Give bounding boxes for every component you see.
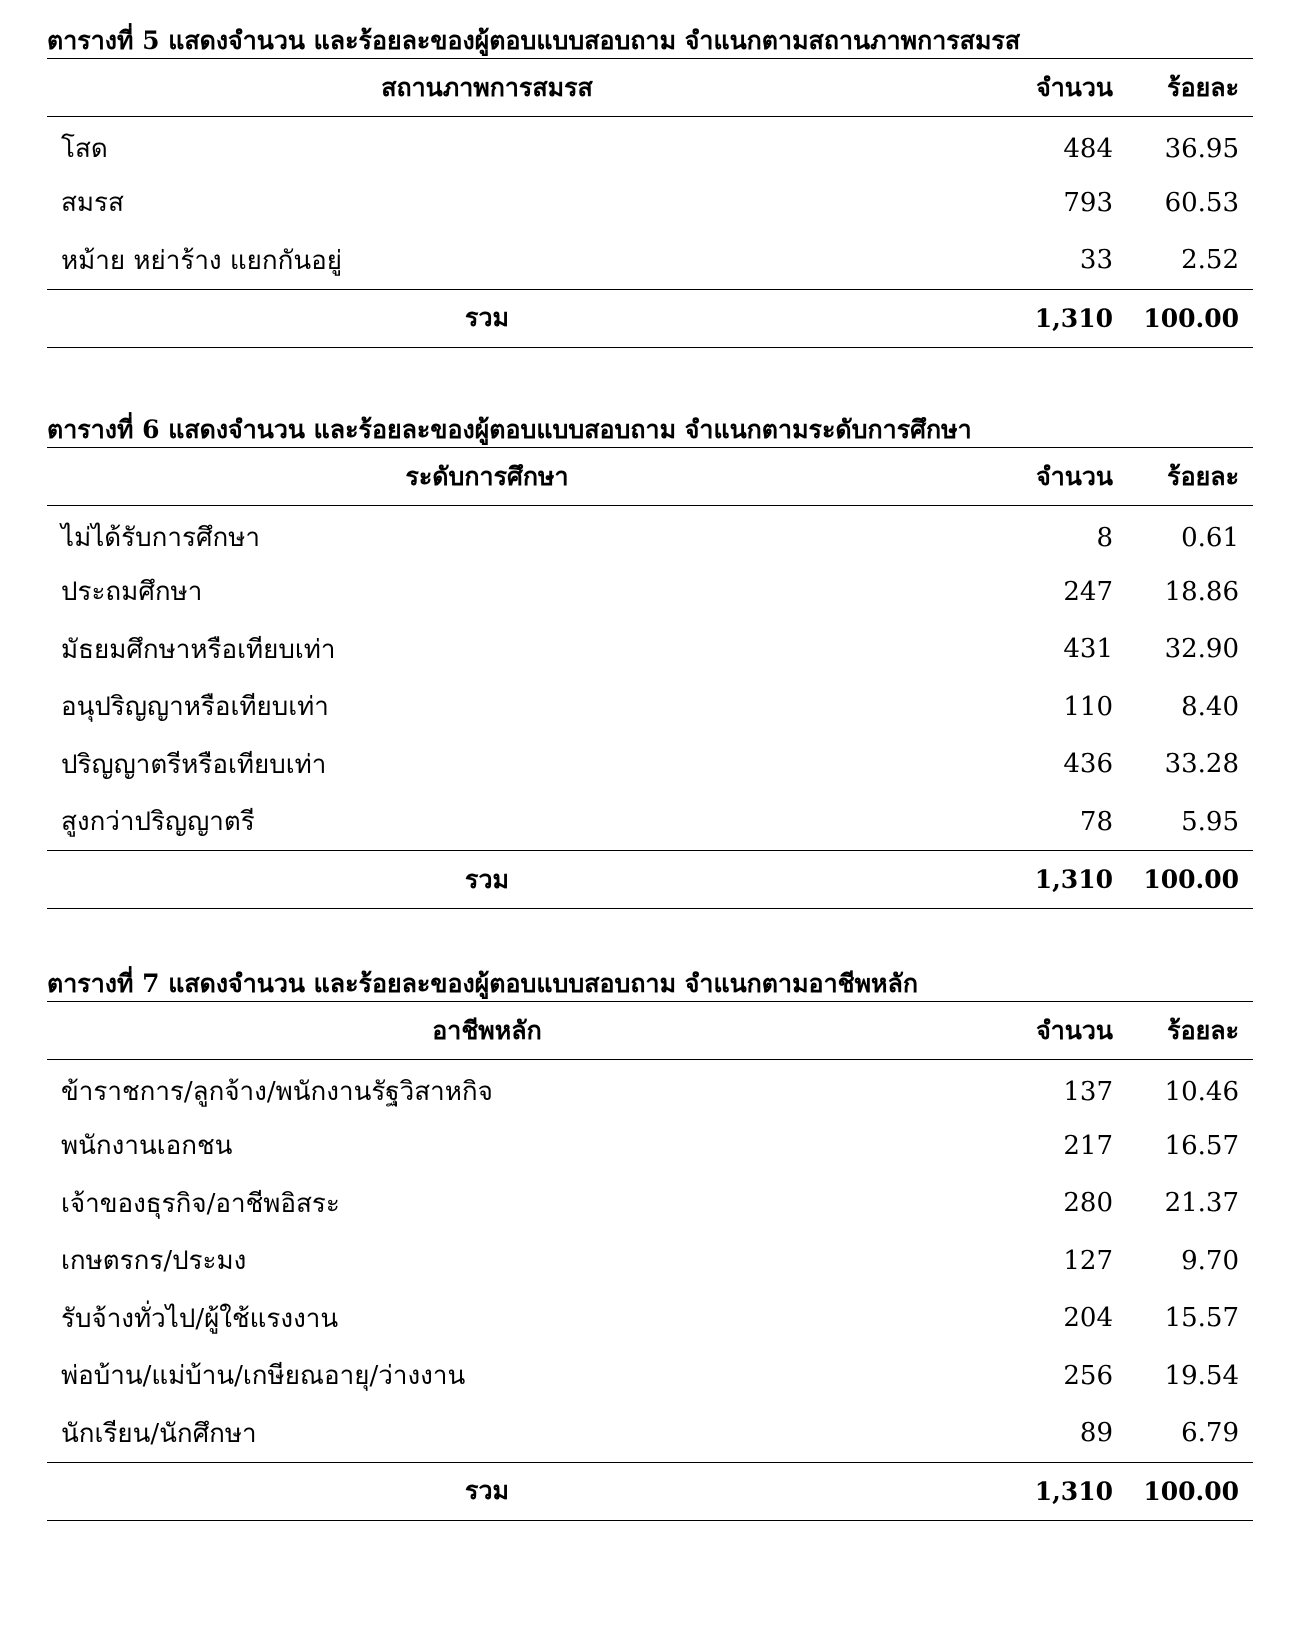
total-percent: 100.00 — [1127, 851, 1253, 909]
row-percent: 16.57 — [1164, 1130, 1239, 1161]
total-percent: 100.00 — [1127, 1462, 1253, 1520]
table-row — [47, 736, 1253, 794]
row-label: มัธยมศึกษาหรือเทียบเท่า — [61, 634, 336, 665]
table-6-section — [47, 413, 1253, 909]
table-7-section — [47, 967, 1253, 1521]
row-percent: 60.53 — [1164, 187, 1239, 218]
row-percent: 18.86 — [1164, 576, 1239, 607]
row-percent: 5.95 — [1181, 806, 1239, 837]
total-row — [47, 289, 1253, 347]
row-percent: 2.52 — [1181, 245, 1239, 275]
table-row — [47, 174, 1253, 232]
table-6 — [47, 447, 1253, 909]
row-count: 436 — [1063, 749, 1113, 780]
header-percent: ร้อยละ — [1127, 1002, 1253, 1060]
row-label: โสด — [61, 134, 108, 164]
row-count: 89 — [1079, 1418, 1113, 1448]
row-label: สูงกว่าปริญญาตรี — [61, 807, 255, 837]
row-label: นักเรียน/นักศึกษา — [61, 1418, 257, 1449]
header-count: จำนวน — [967, 1002, 1127, 1060]
row-count: 256 — [1063, 1360, 1113, 1391]
row-count: 33 — [1079, 245, 1113, 275]
row-percent: 8.40 — [1181, 691, 1239, 722]
row-percent: 36.95 — [1164, 133, 1239, 164]
table-header-row — [47, 448, 1253, 506]
table-row — [47, 1232, 1253, 1290]
table-7-caption: ตารางที่ 7 แสดงจำนวน และร้อยละของผู้ตอบแบบสอบถาม จำแนกตามอาชีพหลัก — [47, 969, 918, 998]
row-label: ไม่ได้รับการศึกษา — [61, 523, 260, 553]
row-label: ข้าราชการ/ลูกจ้าง/พนักงานรัฐวิสาหกิจ — [61, 1077, 493, 1107]
row-label: ปริญญาตรีหรือเทียบเท่า — [61, 749, 327, 780]
total-row — [47, 851, 1253, 909]
header-count: จำนวน — [967, 448, 1127, 506]
table-row — [47, 793, 1253, 851]
table-5 — [47, 58, 1253, 348]
table-row — [47, 1347, 1253, 1405]
row-percent: 0.61 — [1181, 522, 1239, 553]
header-education-level: ระดับการศึกษา — [47, 448, 967, 506]
row-percent: 10.46 — [1164, 1076, 1239, 1107]
row-percent: 32.90 — [1164, 634, 1239, 665]
header-percent: ร้อยละ — [1127, 448, 1253, 506]
table-row — [47, 1117, 1253, 1175]
row-percent: 6.79 — [1181, 1418, 1239, 1448]
total-count: 1,310 — [967, 851, 1127, 909]
total-label: รวม — [47, 1462, 967, 1520]
header-marital-status: สถานภาพการสมรส — [47, 59, 967, 117]
total-percent: 100.00 — [1127, 289, 1253, 347]
table-6-caption: ตารางที่ 6 แสดงจำนวน และร้อยละของผู้ตอบแบบสอบถาม จำแนกตามระดับการศึกษา — [47, 415, 972, 444]
row-label: พ่อบ้าน/แม่บ้าน/เกษียณอายุ/ว่างงาน — [61, 1361, 466, 1392]
row-count: 484 — [1063, 133, 1113, 164]
row-label: อนุปริญญาหรือเทียบเท่า — [61, 692, 329, 723]
row-count: 431 — [1063, 634, 1113, 665]
row-percent: 21.37 — [1164, 1188, 1239, 1219]
row-percent: 19.54 — [1164, 1360, 1239, 1391]
row-label: หม้าย หย่าร้าง แยกกันอยู่ — [61, 245, 342, 276]
row-label: เกษตรกร/ประมง — [61, 1246, 247, 1277]
total-count: 1,310 — [967, 1462, 1127, 1520]
table-5-section — [47, 24, 1253, 348]
table-7 — [47, 1001, 1253, 1521]
row-count: 280 — [1063, 1188, 1113, 1219]
table-header-row — [47, 1002, 1253, 1060]
table-row — [47, 1175, 1253, 1233]
row-count: 217 — [1063, 1130, 1113, 1161]
row-label: สมรส — [61, 188, 124, 219]
table-row — [47, 678, 1253, 736]
row-label: ประถมศึกษา — [61, 577, 203, 608]
row-percent: 15.57 — [1164, 1303, 1239, 1334]
header-main-occupation: อาชีพหลัก — [47, 1002, 967, 1060]
table-row — [47, 1405, 1253, 1463]
total-label: รวม — [47, 851, 967, 909]
row-label: เจ้าของธุรกิจ/อาชีพอิสระ — [61, 1188, 340, 1219]
row-count: 8 — [1096, 522, 1113, 553]
table-row — [47, 1060, 1253, 1118]
row-percent: 33.28 — [1164, 749, 1239, 780]
row-label: รับจ้างทั่วไป/ผู้ใช้แรงงาน — [61, 1303, 339, 1334]
row-label: พนักงานเอกชน — [61, 1131, 233, 1162]
row-count: 204 — [1063, 1303, 1113, 1334]
total-label: รวม — [47, 289, 967, 347]
header-percent: ร้อยละ — [1127, 59, 1253, 117]
table-row — [47, 1290, 1253, 1348]
table-row — [47, 506, 1253, 564]
row-percent: 9.70 — [1181, 1245, 1239, 1276]
table-header-row — [47, 59, 1253, 117]
row-count: 127 — [1063, 1245, 1113, 1276]
total-row — [47, 1462, 1253, 1520]
row-count: 78 — [1079, 806, 1113, 837]
table-row — [47, 117, 1253, 175]
table-5-caption: ตารางที่ 5 แสดงจำนวน และร้อยละของผู้ตอบแบบสอบถาม จำแนกตามสถานภาพการสมรส — [47, 26, 1021, 55]
total-count: 1,310 — [967, 289, 1127, 347]
row-count: 793 — [1063, 187, 1113, 218]
row-count: 137 — [1063, 1076, 1113, 1107]
header-count: จำนวน — [967, 59, 1127, 117]
table-row — [47, 563, 1253, 621]
row-count: 247 — [1063, 576, 1113, 607]
row-count: 110 — [1063, 691, 1113, 722]
table-row — [47, 232, 1253, 290]
table-row — [47, 621, 1253, 679]
